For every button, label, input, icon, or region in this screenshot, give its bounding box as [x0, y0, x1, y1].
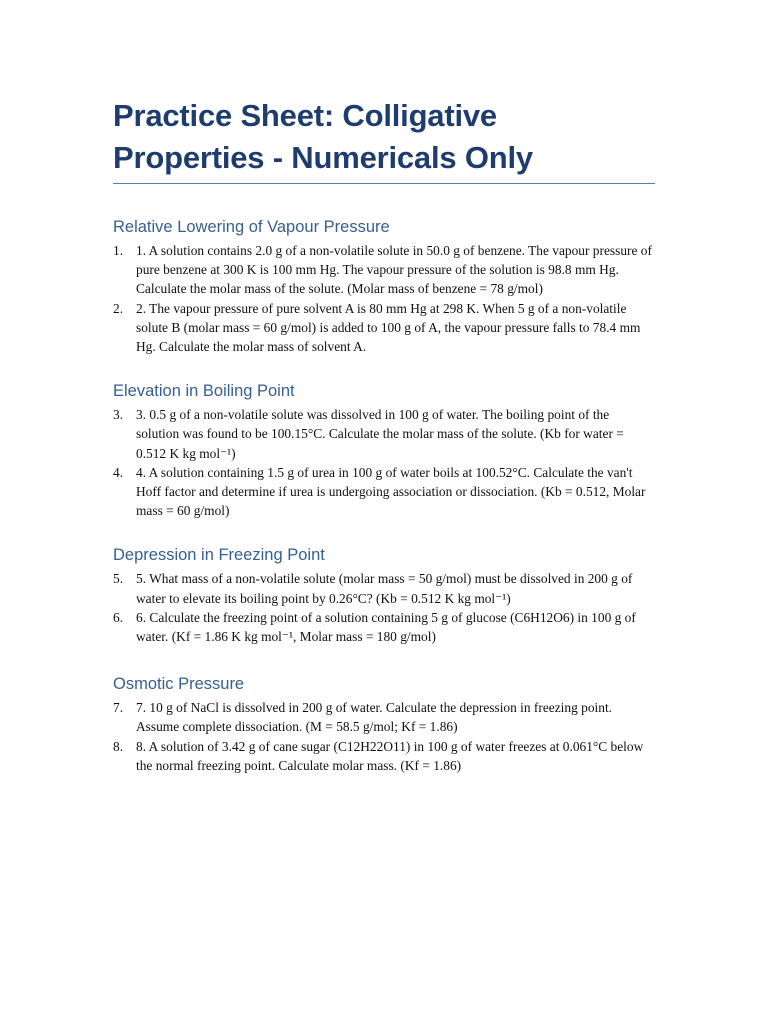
question-text: 4. A solution containing 1.5 g of urea in 100 g of water boils at 100.52°C. Calculate the van't Hoff factor and determine if urea is undergoing association or dissociation. (Kb = 0.512, Molar mass = 60 g/mol) — [136, 464, 646, 519]
section-heading: Osmotic Pressure — [113, 675, 245, 694]
list-item — [113, 737, 655, 775]
question-text: 3. 0.5 g of a non-volatile solute was dissolved in 100 g of water. The boiling point of the solution was found to be 100.15°C. Calculate the molar mass of the solute. (Kb for water = 0.512 K kg mol⁻¹) — [136, 407, 624, 461]
question-text: 6. Calculate the freezing point of a solution containing 5 g of glucose (C6H12O6) in 100 g of water. (Kf = 1.86 K kg mol⁻¹, Molar mass = 180 g/mol) — [136, 609, 636, 645]
title-divider — [113, 183, 655, 184]
list-number: 4. — [113, 464, 124, 480]
list-number: 7. — [113, 700, 124, 716]
question-list — [113, 405, 655, 520]
page-title: Practice Sheet: Colligative Properties - Numericals Only — [113, 98, 533, 175]
list-number: 6. — [113, 609, 124, 625]
section-heading: Relative Lowering of Vapour Pressure — [113, 218, 390, 236]
list-number: 8. — [113, 738, 124, 754]
question-text: 1. A solution contains 2.0 g of a non-volatile solute in 50.0 g of benzene. The vapour pressure of pure benzene at 300 K is 100 mm Hg. The vapour pressure of the solution is 98.8 mm Hg. Calculate the molar mass of the solute. (Molar mass of benzene = 78 g/mol) — [136, 243, 652, 297]
list-number: 5. — [113, 571, 124, 587]
question-list — [113, 569, 655, 646]
section-boiling-point — [113, 380, 655, 520]
section-freezing-point — [113, 544, 655, 646]
list-number: 1. — [113, 243, 124, 258]
list-item — [113, 698, 655, 736]
list-number: 2. — [113, 300, 124, 316]
list-item — [113, 463, 655, 521]
list-item — [113, 241, 655, 299]
list-item — [113, 405, 655, 463]
section-heading: Depression in Freezing Point — [113, 546, 325, 565]
section-osmotic-pressure — [113, 673, 655, 775]
section-heading: Elevation in Boiling Point — [113, 382, 295, 401]
list-item — [113, 299, 655, 357]
document-page — [113, 95, 655, 775]
list-item — [113, 608, 655, 646]
question-list — [113, 698, 655, 775]
question-list — [113, 241, 655, 356]
section-vapour-pressure — [113, 216, 655, 356]
question-text: 2. The vapour pressure of pure solvent A is 80 mm Hg at 298 K. When 5 g of a non-volatile solute B (molar mass = 60 g/mol) is added to 100 g of A, the vapour pressure falls to 78.4 mm Hg. Calculate the molar mass of solvent A. — [136, 300, 641, 355]
question-text: 7. 10 g of NaCl is dissolved in 200 g of water. Calculate the depression in freezing point. Assume complete dissociation. (M = 58.5 g/mol; Kf = 1.86) — [136, 700, 613, 735]
list-number: 3. — [113, 407, 124, 423]
question-text: 8. A solution of 3.42 g of cane sugar (C12H22O11) in 100 g of water freezes at 0.061°C below the normal freezing point. Calculate molar mass. (Kf = 1.86) — [136, 738, 644, 773]
question-text: 5. What mass of a non-volatile solute (molar mass = 50 g/mol) must be dissolved in 200 g of water to elevate its boiling point by 0.26°C? (Kb = 0.512 K kg mol⁻¹) — [136, 571, 633, 606]
list-item — [113, 569, 655, 607]
